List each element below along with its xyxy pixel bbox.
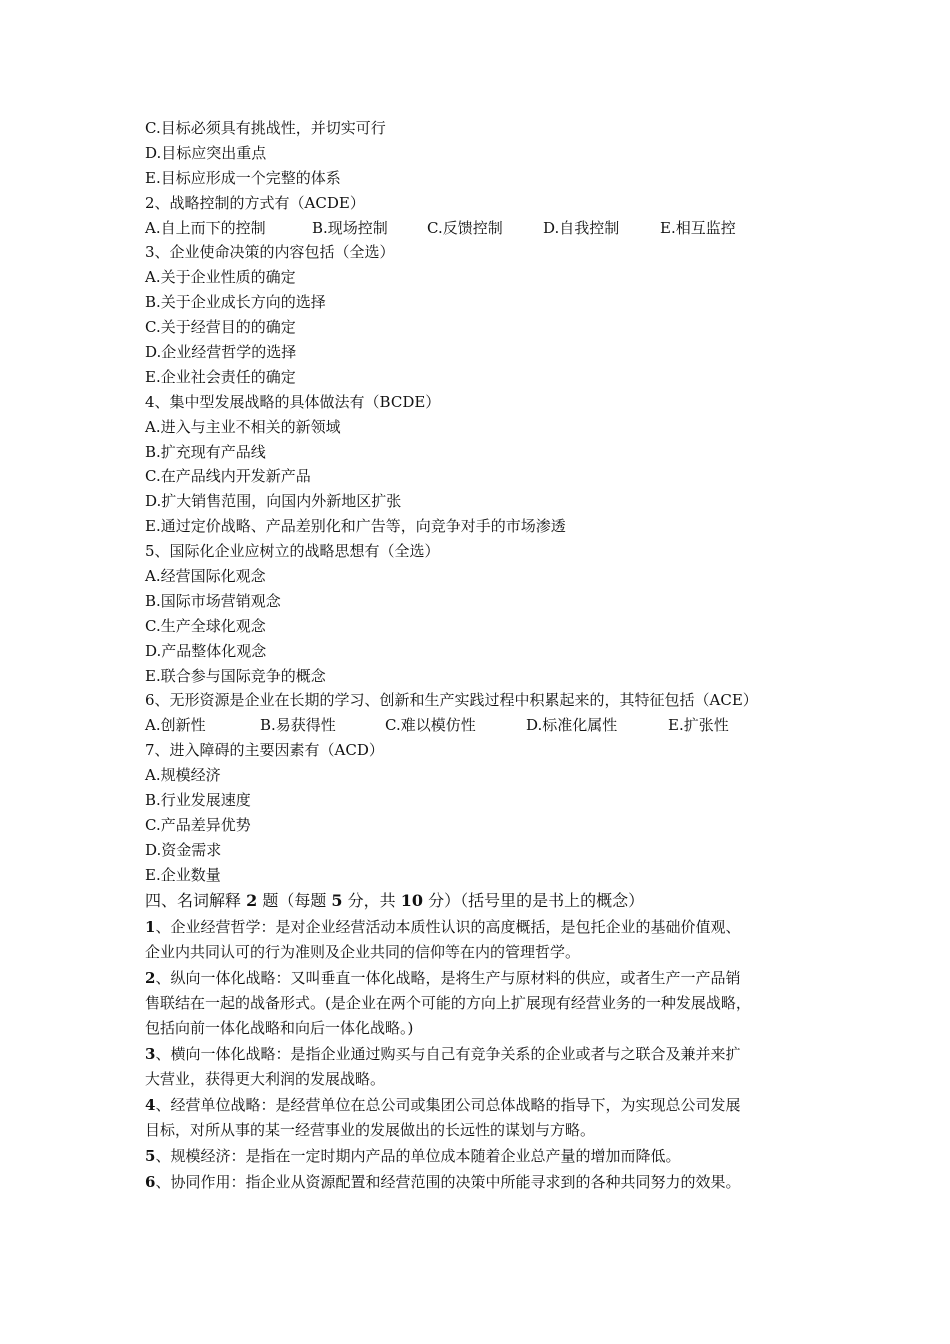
q5-option-e: E.联合参与国际竞争的概念 — [145, 666, 326, 685]
q1-option-e: E.目标应形成一个完整的体系 — [145, 168, 341, 187]
definition-6 — [145, 1170, 813, 1195]
section-heading-score: 5 — [331, 890, 343, 910]
q7-option-b: B.行业发展速度 — [145, 791, 251, 810]
definition-text: 大营业，获得更大利润的发展战略。 — [145, 1069, 386, 1088]
q3-option-d: D.企业经营哲学的选择 — [145, 343, 297, 362]
section-heading-part: 分）（括号里的是书上的概念） — [423, 890, 645, 910]
q6-stem: 6、无形资源是企业在长期的学习、创新和生产实践过程中积累起来的，其特征包括（ACE） — [145, 691, 758, 710]
q2-option-a: A.自上而下的控制 — [145, 218, 266, 237]
q3-option-c: C.关于经营目的的确定 — [145, 318, 296, 337]
q2-option-d: D.自我控制 — [543, 218, 620, 237]
q5-option-a: A.经营国际化观念 — [145, 567, 266, 586]
q2-stem: 2、战略控制的方式有（ACDE） — [145, 193, 365, 212]
definition-text: 、协同作用：指企业从资源配置和经营范围的决策中所能寻求到的各种共同努力的效果。 — [155, 1172, 741, 1191]
q7-stem: 7、进入障碍的主要因素有（ACD） — [145, 741, 384, 760]
q6-option-c: C.难以模仿性 — [385, 716, 476, 735]
definition-text: 售联结在一起的战备形式。(是企业在两个可能的方向上扩展现有经营业务的一种发展战略， — [145, 993, 751, 1012]
q2-option-c: C.反馈控制 — [427, 218, 503, 237]
q4-option-b: B.扩充现有产品线 — [145, 442, 266, 461]
definition-number: 2 — [145, 968, 156, 987]
q3-stem: 3、企业使命决策的内容包括（全选） — [145, 243, 395, 262]
q4-option-a: A.进入与主业不相关的新领域 — [145, 417, 341, 436]
q2-option-b: B.现场控制 — [312, 218, 388, 237]
q4-stem: 4、集中型发展战略的具体做法有（BCDE） — [145, 392, 441, 411]
definition-text: 目标，对所从事的某一经营事业的发展做出的长远性的谋划与方略。 — [145, 1120, 596, 1139]
section-heading — [145, 888, 813, 914]
definition-text: 、横向一体化战略：是指企业通过购买与自己有竞争关系的企业或者与之联合及兼并来扩 — [155, 1044, 741, 1063]
q6-option-d: D.标准化属性 — [526, 716, 618, 735]
q5-option-c: C.生产全球化观念 — [145, 616, 266, 635]
definition-2 — [145, 966, 813, 1041]
q4-option-e: E.通过定价战略、产品差别化和广告等，向竞争对手的市场渗透 — [145, 517, 566, 536]
q2-options — [145, 216, 813, 241]
q7-option-a: A.规模经济 — [145, 766, 221, 785]
q7-option-c: C.产品差异优势 — [145, 815, 251, 834]
definition-number: 3 — [145, 1044, 156, 1063]
definition-3 — [145, 1042, 813, 1092]
q3-option-a: A.关于企业性质的确定 — [145, 268, 296, 287]
q6-options — [145, 713, 813, 738]
definition-text: 、企业经营哲学：是对企业经营活动本质性认识的高度概括，是包托企业的基础价值观、 — [155, 917, 741, 936]
q7-option-d: D.资金需求 — [145, 840, 222, 859]
q3-option-e: E.企业社会责任的确定 — [145, 367, 296, 386]
q2-option-e: E.相互监控 — [660, 218, 736, 237]
q6-option-e: E.扩张性 — [668, 716, 729, 735]
definition-number: 4 — [145, 1095, 156, 1114]
q5-stem: 5、国际化企业应树立的战略思想有（全选） — [145, 542, 440, 561]
document-page — [145, 116, 813, 1195]
q6-option-b: B.易获得性 — [260, 716, 336, 735]
q1-option-d: D.目标应突出重点 — [145, 143, 267, 162]
q6-option-a: A.创新性 — [145, 716, 206, 735]
definition-number: 5 — [145, 1146, 156, 1165]
definition-text: 、经营单位战略：是经营单位在总公司或集团公司总体战略的指导下，为实现总公司发展 — [155, 1095, 741, 1114]
section-heading-part: 题（每题 — [257, 890, 332, 910]
section-heading-total: 10 — [400, 890, 424, 910]
section-heading-count: 2 — [246, 890, 258, 910]
q1-option-c: C.目标必须具有挑战性，并切实可行 — [145, 119, 386, 137]
definition-text: 、规模经济：是指在一定时期内产品的单位成本随着企业总产量的增加而降低。 — [155, 1146, 681, 1165]
definition-text: 包括向前一体化战略和向后一体化战略。) — [145, 1018, 414, 1037]
section-heading-part: 四、名词解释 — [145, 890, 247, 910]
definition-number: 6 — [145, 1172, 156, 1191]
definition-text: 企业内共同认可的行为准则及企业共同的信仰等在内的管理哲学。 — [145, 942, 581, 961]
section-heading-part: 分，共 — [342, 890, 401, 910]
definition-number: 1 — [145, 917, 156, 936]
definition-1 — [145, 915, 813, 965]
q5-option-d: D.产品整体化观念 — [145, 641, 267, 660]
definition-5 — [145, 1144, 813, 1169]
q3-option-b: B.关于企业成长方向的选择 — [145, 293, 326, 312]
definition-text: 、纵向一体化战略：又叫垂直一体化战略，是将生产与原材料的供应，或者生产一产品销 — [155, 968, 741, 987]
definition-4 — [145, 1093, 813, 1143]
q7-option-e: E.企业数量 — [145, 865, 221, 884]
q5-option-b: B.国际市场营销观念 — [145, 591, 281, 610]
q4-option-d: D.扩大销售范围，向国内外新地区扩张 — [145, 492, 402, 511]
q4-option-c: C.在产品线内开发新产品 — [145, 467, 311, 486]
